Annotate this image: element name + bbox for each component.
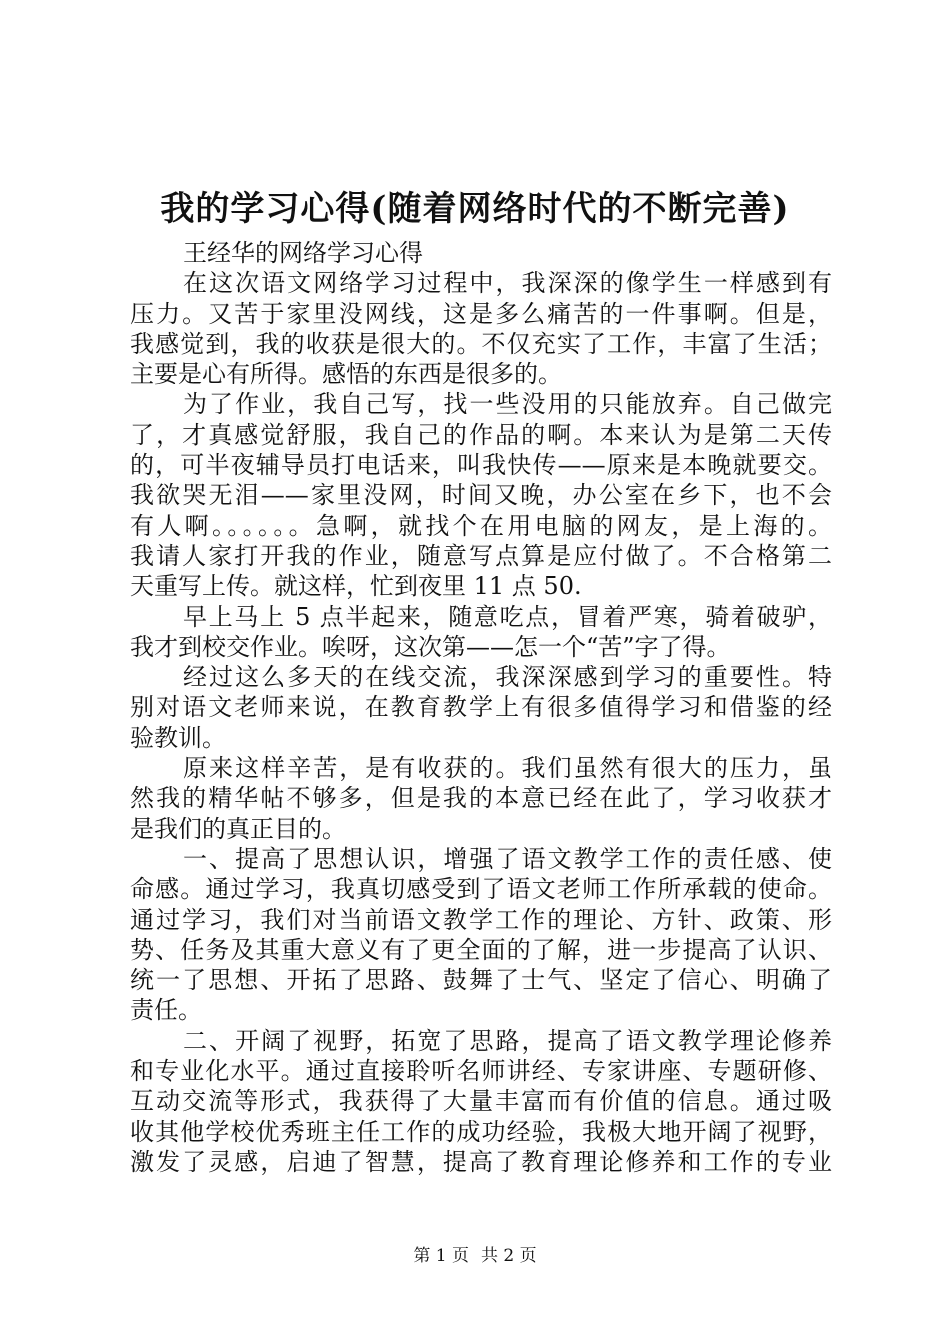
document-title: 我的学习心得(随着网络时代的不断完善) <box>160 189 790 229</box>
text-line: 激发了灵感，启迪了智慧，提高了教育理论修养和工作的专业 <box>130 1147 832 1176</box>
text-line: 命感。通过学习，我真切感受到了语文老师工作所承载的使命。 <box>130 875 832 904</box>
text-line: 收其他学校优秀班主任工作的成功经验，我极大地开阔了视野， <box>130 1117 832 1146</box>
page-footer <box>0 1245 950 1267</box>
text-line: 经过这么多天的在线交流，我深深感到学习的重要性。特 <box>183 663 832 692</box>
text-line: 我请人家打开我的作业，随意写点算是应付做了。不合格第二 <box>130 541 832 570</box>
page-number-total: 共 2 页 <box>481 1246 537 1266</box>
text-line: 我欲哭无泪——家里没网，时间又晚，办公室在乡下，也不会 <box>130 481 832 510</box>
text-line: 原来这样辛苦，是有收获的。我们虽然有很大的压力，虽 <box>183 754 832 783</box>
text-line: 有人啊。。。。。。急啊，就找个在用电脑的网友，是上海的。 <box>130 511 832 540</box>
text-line: 是我们的真正目的。 <box>130 814 346 843</box>
text-line: 王经华的网络学习心得 <box>183 239 423 267</box>
text-line: 在这次语文网络学习过程中，我深深的像学生一样感到有 <box>183 269 832 298</box>
text-line: 为了作业，我自己写，找一些没用的只能放弃。自己做完 <box>183 390 832 419</box>
text-line: 了，才真感觉舒服，我自己的作品的啊。本来认为是第二天传 <box>130 420 832 449</box>
text-line: 验教训。 <box>130 723 226 752</box>
text-line: 和专业化水平。通过直接聆听名师讲经、专家讲座、专题研修、 <box>130 1057 832 1086</box>
text-line: 然我的精华帖不够多，但是我的本意已经在此了，学习收获才 <box>130 784 832 813</box>
text-line: 二、开阔了视野，拓宽了思路，提高了语文教学理论修养 <box>183 1026 832 1055</box>
text-line: 一、提高了思想认识，增强了语文教学工作的责任感、使 <box>183 844 832 873</box>
text-line: 早上马上 5 点半起来，随意吃点，冒着严寒，骑着破驴， <box>183 602 832 631</box>
document-body <box>130 238 832 1177</box>
text-line: 责任。 <box>130 996 202 1025</box>
text-line: 的，可半夜辅导员打电话来，叫我快传——原来是本晚就要交。 <box>130 451 832 480</box>
text-line: 主要是心有所得。感悟的东西是很多的。 <box>130 360 562 389</box>
text-line: 势、任务及其重大意义有了更全面的了解，进一步提高了认识、 <box>130 935 832 964</box>
text-line: 统一了思想、开拓了思路、鼓舞了士气、坚定了信心、明确了 <box>130 966 832 995</box>
text-line: 我感觉到，我的收获是很大的。不仅充实了工作，丰富了生活； <box>130 329 832 358</box>
text-line: 互动交流等形式，我获得了大量丰富而有价值的信息。通过吸 <box>130 1087 832 1116</box>
text-line: 天重写上传。就这样，忙到夜里 11 点 50. <box>130 572 582 601</box>
text-line: 通过学习，我们对当前语文教学工作的理论、方针、政策、形 <box>130 905 832 934</box>
text-line: 压力。又苦于家里没网线，这是多么痛苦的一件事啊。但是， <box>130 299 832 328</box>
text-line: 别对语文老师来说，在教育教学上有很多值得学习和借鉴的经 <box>130 693 832 722</box>
text-line: 我才到校交作业。唉呀，这次第——怎一个“苦”字了得。 <box>130 632 731 661</box>
page-number-current: 第 1 页 <box>413 1246 469 1266</box>
